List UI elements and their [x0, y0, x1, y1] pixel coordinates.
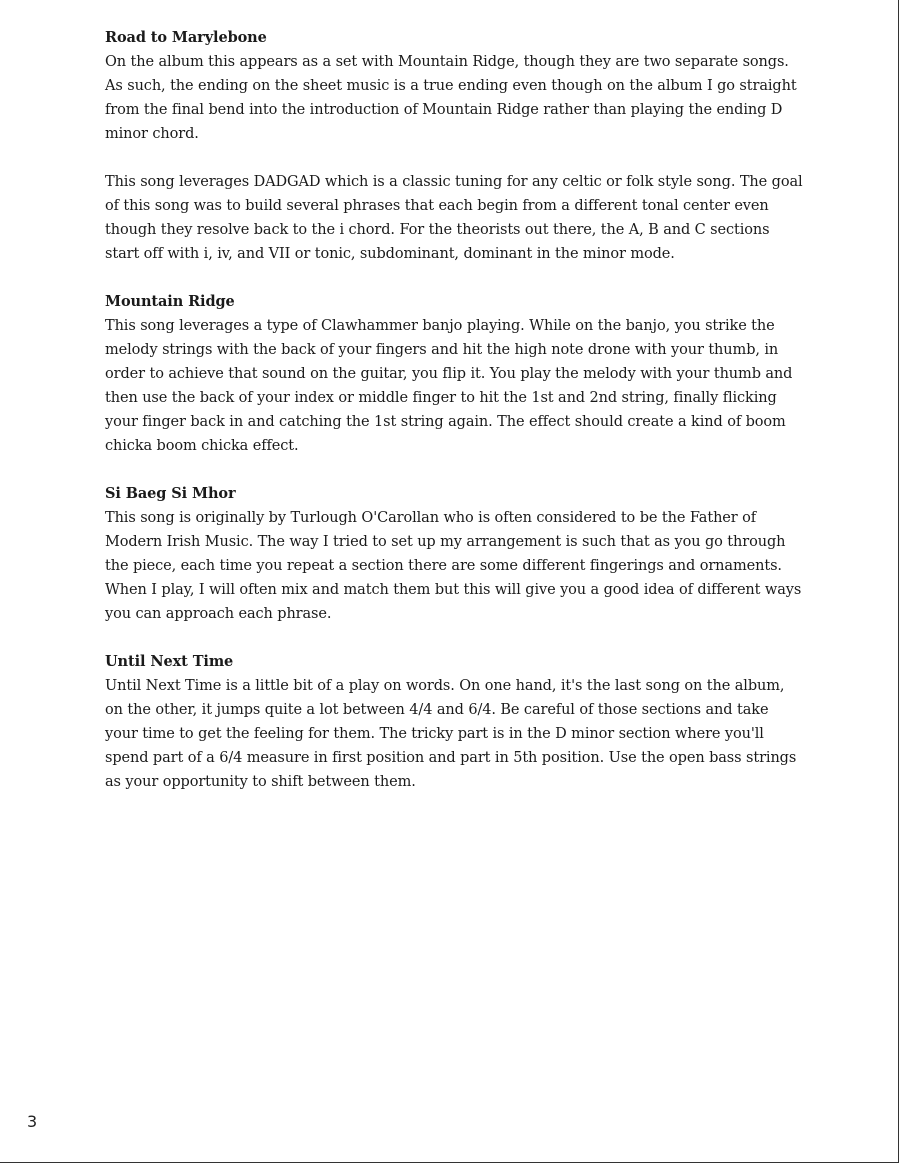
section-paragraph: This song leverages DADGAD which is a classic tuning for any celtic or folk style song. The goal of this song was to build several phrases that each begin from a different tonal center even though they resolve back to the i chord. For the theorists out there, the A, B and C sections start off with i, iv, and VII or tonic, subdominant, dominant in the minor mode.: [105, 174, 803, 262]
section-mountain-ridge: [105, 290, 805, 458]
section-heading: Mountain Ridge: [105, 293, 235, 310]
section-si-baeg-si-mhor: [105, 482, 805, 626]
page-number: 3: [27, 1112, 38, 1131]
section-heading: Until Next Time: [105, 653, 234, 670]
section-heading: Road to Marylebone: [105, 29, 267, 46]
section-paragraph: On the album this appears as a set with Mountain Ridge, though they are two separate songs. As such, the ending on the sheet music is a true ending even though on the album I go straight from the final bend into the introduction of Mountain Ridge rather than playing the ending D minor chord.: [105, 54, 797, 142]
document-body: [105, 26, 805, 818]
section-road-to-marylebone: [105, 26, 805, 266]
section-heading: Si Baeg Si Mhor: [105, 485, 236, 502]
section-until-next-time: [105, 650, 805, 794]
section-paragraph: Until Next Time is a little bit of a play on words. On one hand, it's the last song on the album, on the other, it jumps quite a lot between 4/4 and 6/4. Be careful of those sections and take your time to get the feeling for them. The tricky part is in the D minor section where you'll spend part of a 6/4 measure in first position and part in 5th position. Use the open bass strings as your opportunity to shift between them.: [105, 678, 797, 790]
section-paragraph: This song is originally by Turlough O'Carollan who is often considered to be the Father of Modern Irish Music. The way I tried to set up my arrangement is such that as you go through the piece, each time you repeat a section there are some different fingerings and ornaments. When I play, I will often mix and match them but this will give you a good idea of different ways you can approach each phrase.: [105, 510, 802, 622]
section-paragraph: This song leverages a type of Clawhammer banjo playing. While on the banjo, you strike the melody strings with the back of your fingers and hit the high note drone with your thumb, in order to achieve that sound on the guitar, you flip it. You play the melody with your thumb and then use the back of your index or middle finger to hit the 1st and 2nd string, finally flicking your finger back in and catching the 1st string again. The effect should create a kind of boom chicka boom chicka effect.: [105, 318, 793, 454]
